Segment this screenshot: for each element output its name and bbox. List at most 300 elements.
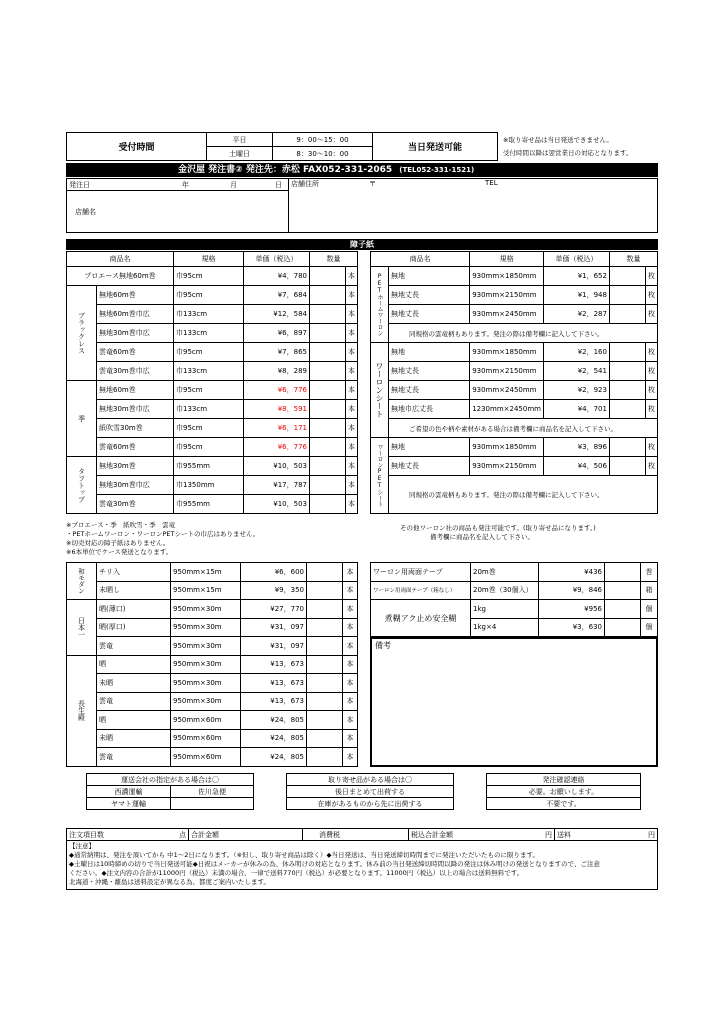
table-row bbox=[67, 438, 358, 457]
saturday-label: 土曜日 bbox=[207, 147, 273, 161]
unit-label: 本 bbox=[343, 729, 358, 748]
unit-label: 本 bbox=[343, 674, 358, 693]
unit-label: 巻 bbox=[641, 563, 658, 582]
backorder-option-instock[interactable]: 在庫があるものから先に出荷する bbox=[287, 798, 454, 810]
banner-title: 金沢屋 発注書② 発注先：赤松 FAX052-331-2065 bbox=[178, 165, 393, 175]
product-name: 無地丈長 bbox=[389, 362, 470, 381]
table-row bbox=[371, 267, 658, 286]
tel-label: TEL bbox=[485, 179, 498, 187]
order-date-label: 発注日 bbox=[69, 180, 90, 189]
row-note: 同規格の雲竜柄もあります。発注の際は備考欄に記入して下さい。 bbox=[389, 476, 658, 514]
unit-label: 枚 bbox=[645, 457, 657, 476]
product-name: 雲竜 bbox=[97, 748, 171, 767]
reception-note-2: 受付時間以降は翌営業日の対応となります。 bbox=[503, 149, 633, 157]
unit-label: 本 bbox=[346, 267, 358, 286]
unit-label: 本 bbox=[343, 618, 358, 637]
total-field[interactable] bbox=[189, 829, 303, 841]
row-note: ご希望の色や柄や素材がある場合は備考欄に商品名を記入して下さい。 bbox=[389, 419, 658, 438]
product-name: 雲竜60m巻 bbox=[97, 343, 174, 362]
unit-label: 本 bbox=[343, 748, 358, 767]
qty-input[interactable] bbox=[310, 324, 346, 343]
product-name: 雲竜30m巻巾広 bbox=[97, 362, 174, 381]
item-count-label: 注文項目数 bbox=[69, 830, 104, 839]
unit-label: 本 bbox=[343, 655, 358, 674]
qty-input[interactable] bbox=[609, 286, 645, 305]
tape-glue-table bbox=[370, 562, 658, 637]
product-price: ¥2，160 bbox=[543, 343, 609, 362]
product-spec: 1kg×4 bbox=[471, 618, 539, 637]
table-row bbox=[371, 324, 658, 343]
qty-input[interactable] bbox=[307, 674, 343, 693]
product-price: ¥10，503 bbox=[244, 495, 310, 514]
product-price: ¥31，097 bbox=[241, 618, 307, 637]
product-spec: 1kg bbox=[471, 600, 539, 619]
unit-label: 枚 bbox=[645, 305, 657, 324]
product-name: 煮糊アク止め安全糊 bbox=[371, 600, 471, 637]
table-row bbox=[371, 457, 658, 476]
day-label: 日 bbox=[275, 180, 282, 189]
weekday-label: 平日 bbox=[207, 133, 273, 147]
unit-label: 枚 bbox=[645, 400, 657, 419]
carrier-table bbox=[86, 773, 254, 810]
product-price: ¥8，289 bbox=[244, 362, 310, 381]
qty-input[interactable] bbox=[307, 692, 343, 711]
qty-input[interactable] bbox=[310, 362, 346, 381]
unit-label: 枚 bbox=[645, 381, 657, 400]
product-spec: 950mm×15m bbox=[171, 563, 241, 582]
store-address-field[interactable] bbox=[289, 179, 658, 233]
product-price: ¥13，673 bbox=[241, 692, 307, 711]
table-row bbox=[67, 600, 358, 619]
unit-label: 本 bbox=[346, 495, 358, 514]
shipping-fee-label: 送料 bbox=[557, 830, 571, 839]
unit-label: 個 bbox=[641, 600, 658, 619]
unit-label: 本 bbox=[346, 400, 358, 419]
product-spec: 950mm×15m bbox=[171, 581, 241, 600]
product-name: ワーロン用両面テープ（箱なし） bbox=[371, 581, 471, 600]
carrier-option-seino[interactable]: 西濃運輸 bbox=[87, 786, 171, 798]
grand-total-unit: 円 bbox=[545, 830, 552, 839]
qty-input[interactable] bbox=[310, 476, 346, 495]
table-row bbox=[67, 457, 358, 476]
product-spec: 930mm×1850mm bbox=[470, 438, 544, 457]
group-warlon-sheet: ワーロンシート bbox=[371, 343, 389, 438]
product-price: ¥6，776 bbox=[244, 381, 310, 400]
qty-input[interactable] bbox=[609, 438, 645, 457]
product-name: 無地30m巻巾広 bbox=[97, 324, 174, 343]
qty-input[interactable] bbox=[605, 581, 641, 600]
qty-input[interactable] bbox=[605, 618, 641, 637]
product-name: 雲竜60m巻 bbox=[97, 438, 174, 457]
table-row bbox=[371, 343, 658, 362]
product-name: 無地 bbox=[389, 343, 470, 362]
carrier-option-yamato[interactable]: ヤマト運輸 bbox=[87, 798, 171, 810]
qty-input[interactable] bbox=[307, 655, 343, 674]
carrier-option-sagawa[interactable]: 佐川急便 bbox=[171, 786, 254, 798]
product-price: ¥17，787 bbox=[244, 476, 310, 495]
qty-input[interactable] bbox=[307, 711, 343, 730]
table-row bbox=[371, 563, 658, 582]
product-price: ¥12，584 bbox=[244, 305, 310, 324]
product-price: ¥1，948 bbox=[543, 286, 609, 305]
store-name-field[interactable] bbox=[67, 191, 289, 233]
product-price: ¥6，897 bbox=[244, 324, 310, 343]
notes-line: ください。◆注文内容の合計が11000円（税込）未満の場合、一律で送料770円（税込）が必要となります。11000円（税込）以上の場合は送料無料です。 bbox=[69, 869, 524, 877]
tax-field[interactable] bbox=[303, 829, 409, 841]
product-price: ¥31，097 bbox=[241, 637, 307, 656]
confirm-title: 発注確認連絡 bbox=[487, 774, 641, 786]
grand-total-field[interactable] bbox=[409, 829, 555, 841]
table-row bbox=[67, 637, 358, 656]
qty-input[interactable] bbox=[310, 400, 346, 419]
table-row bbox=[371, 400, 658, 419]
product-spec: 930mm×2150mm bbox=[470, 457, 544, 476]
product-spec: 930mm×1850mm bbox=[470, 267, 544, 286]
product-spec: 巾95cm bbox=[174, 438, 244, 457]
item-count-field[interactable] bbox=[67, 829, 189, 841]
qty-input[interactable] bbox=[310, 457, 346, 476]
header-price: 単価（税込） bbox=[543, 252, 609, 267]
notes-line: ◆通常納期は、発注を頂いてから 中1～2日になります。（※但し、取り寄せ商品は除く）◆当日発送は、当日発送締切時間までに発注いただいたものに限ります。 bbox=[69, 851, 539, 859]
qty-input[interactable] bbox=[605, 563, 641, 582]
product-name: 未晒 bbox=[97, 674, 171, 693]
table-row bbox=[67, 711, 358, 730]
carrier-title: 運送会社の指定がある場合は〇 bbox=[87, 774, 254, 786]
right-note: 備考欄に商品名を記入して下さい。 bbox=[430, 533, 534, 541]
product-price: ¥7，684 bbox=[244, 286, 310, 305]
group-tough: タフトップ bbox=[67, 457, 97, 514]
table-row bbox=[371, 438, 658, 457]
product-price: ¥9，846 bbox=[539, 581, 605, 600]
table-row bbox=[371, 305, 658, 324]
unit-label: 枚 bbox=[645, 343, 657, 362]
notes-box bbox=[66, 840, 658, 890]
remarks-label: 備考 bbox=[375, 641, 391, 650]
unit-label: 個 bbox=[641, 618, 658, 637]
product-name: 無地30m巻巾広 bbox=[97, 476, 174, 495]
order-info-table bbox=[66, 178, 658, 233]
product-name: ワーロン用両面テープ bbox=[371, 563, 471, 582]
qty-input[interactable] bbox=[307, 637, 343, 656]
table-row bbox=[67, 476, 358, 495]
section-title: 障子紙 bbox=[66, 239, 658, 250]
product-name: 無地丈長 bbox=[389, 305, 470, 324]
product-name: 無地丈長 bbox=[389, 286, 470, 305]
qty-input[interactable] bbox=[609, 457, 645, 476]
unit-label: 本 bbox=[343, 711, 358, 730]
order-date-field[interactable] bbox=[67, 179, 289, 191]
confirm-option-not-needed[interactable]: 不要です。 bbox=[487, 798, 641, 810]
product-price: ¥2，541 bbox=[543, 362, 609, 381]
product-spec: 950mm×30m bbox=[171, 674, 241, 693]
product-name: 雲竜 bbox=[97, 637, 171, 656]
table-row bbox=[67, 729, 358, 748]
product-spec: 930mm×2150mm bbox=[470, 286, 544, 305]
qty-input[interactable] bbox=[310, 305, 346, 324]
table-row bbox=[67, 581, 358, 600]
qty-input[interactable] bbox=[307, 729, 343, 748]
table-row bbox=[67, 692, 358, 711]
product-price: ¥6，776 bbox=[244, 438, 310, 457]
qty-input[interactable] bbox=[609, 362, 645, 381]
product-spec: 20m巻（30個入） bbox=[471, 581, 539, 600]
product-price: ¥4，701 bbox=[543, 400, 609, 419]
qty-input[interactable] bbox=[609, 267, 645, 286]
store-address-label: 店舗住所 bbox=[291, 180, 319, 188]
qty-input[interactable] bbox=[307, 581, 343, 600]
notes-title: 【注意】 bbox=[69, 842, 95, 850]
unit-label: 枚 bbox=[645, 286, 657, 305]
unit-label: 本 bbox=[346, 305, 358, 324]
product-price: ¥24，805 bbox=[241, 748, 307, 767]
product-spec: 1230mm×2450mm bbox=[470, 400, 544, 419]
qty-input[interactable] bbox=[307, 748, 343, 767]
weekday-hours: 9：00～15：00 bbox=[273, 133, 373, 147]
backorder-table bbox=[286, 773, 454, 810]
qty-input[interactable] bbox=[307, 563, 343, 582]
table-row bbox=[67, 748, 358, 767]
carrier-option-empty bbox=[171, 798, 254, 810]
product-name: 晒(薄口) bbox=[97, 600, 171, 619]
qty-input[interactable] bbox=[307, 618, 343, 637]
month-label: 月 bbox=[230, 180, 237, 189]
unit-label: 本 bbox=[346, 457, 358, 476]
product-price: ¥8，591 bbox=[244, 400, 310, 419]
product-name: 無地30m巻巾広 bbox=[97, 400, 174, 419]
unit-label: 本 bbox=[343, 600, 358, 619]
qty-input[interactable] bbox=[310, 438, 346, 457]
unit-label: 本 bbox=[346, 286, 358, 305]
table-row bbox=[371, 581, 658, 600]
backorder-option-later[interactable]: 後日まとめて出荷する bbox=[287, 786, 454, 798]
table-row bbox=[67, 267, 358, 286]
shoji-left-table bbox=[66, 251, 358, 514]
product-spec: 巾133cm bbox=[174, 362, 244, 381]
product-price: ¥27，770 bbox=[241, 600, 307, 619]
product-spec: 巾955mm bbox=[174, 457, 244, 476]
store-name-label: 店舗名 bbox=[75, 207, 96, 216]
unit-label: 本 bbox=[343, 637, 358, 656]
product-price: ¥13，673 bbox=[241, 674, 307, 693]
group-nihon: 日本一 bbox=[67, 600, 97, 656]
table-row bbox=[67, 400, 358, 419]
unit-label: 本 bbox=[346, 362, 358, 381]
unit-label: 箱 bbox=[641, 581, 658, 600]
product-price: ¥436 bbox=[539, 563, 605, 582]
product-name: プロエース無地60m巻 bbox=[67, 267, 174, 286]
saturday-hours: 8：30～10：00 bbox=[273, 147, 373, 161]
same-day-label: 当日発送可能 bbox=[373, 133, 498, 161]
product-spec: 950mm×30m bbox=[171, 637, 241, 656]
unit-label: 本 bbox=[346, 343, 358, 362]
shipping-fee-unit: 円 bbox=[648, 830, 655, 839]
table-row bbox=[371, 381, 658, 400]
header-name: 商品名 bbox=[67, 252, 174, 267]
product-name: 晒 bbox=[97, 711, 171, 730]
product-name: 晒(厚口) bbox=[97, 618, 171, 637]
unit-label: 本 bbox=[346, 419, 358, 438]
product-name: 無地丈長 bbox=[389, 381, 470, 400]
unit-label: 本 bbox=[346, 381, 358, 400]
confirm-table bbox=[486, 773, 641, 810]
qty-input[interactable] bbox=[605, 600, 641, 619]
product-spec: 930mm×2450mm bbox=[470, 305, 544, 324]
table-row bbox=[67, 381, 358, 400]
product-spec: 巾95cm bbox=[174, 267, 244, 286]
product-spec: 950mm×30m bbox=[171, 655, 241, 674]
table-row bbox=[67, 674, 358, 693]
product-spec: 950mm×30m bbox=[171, 600, 241, 619]
product-name: 未晒 bbox=[97, 729, 171, 748]
product-price: ¥6，171 bbox=[244, 419, 310, 438]
shoji-right-table bbox=[370, 251, 658, 514]
header-spec: 規格 bbox=[470, 252, 544, 267]
product-spec: 巾95cm bbox=[174, 343, 244, 362]
unit-label: 枚 bbox=[645, 362, 657, 381]
table-row bbox=[67, 419, 358, 438]
table-row bbox=[67, 495, 358, 514]
unit-label: 本 bbox=[346, 324, 358, 343]
product-spec: 930mm×1850mm bbox=[470, 343, 544, 362]
header-qty: 数量 bbox=[310, 252, 358, 267]
qty-input[interactable] bbox=[310, 343, 346, 362]
product-name: 雲竜30m巻 bbox=[97, 495, 174, 514]
reception-note-1: ※取り寄せ品は当日発送できません。 bbox=[503, 136, 613, 144]
table-row bbox=[67, 343, 358, 362]
table-row bbox=[67, 618, 358, 637]
shipping-fee-field[interactable] bbox=[555, 829, 658, 841]
row-note: 同規格の雲竜柄もあります。発注の際は備考欄に記入して下さい。 bbox=[389, 324, 658, 343]
grand-total-label: 税込合計金額 bbox=[411, 830, 453, 839]
notes-line: ◆土曜日は10時締めの切りで当日発送可能◆日祝はメーカーが休みの為、休み明けの対応となります。休み前の当日発送締切時間以降の発注は休み明けの発送となりますので、ご注意 bbox=[69, 860, 600, 868]
product-spec: 930mm×2450mm bbox=[470, 381, 544, 400]
product-name: チリ入 bbox=[97, 563, 171, 582]
qty-input[interactable] bbox=[609, 381, 645, 400]
remarks-box[interactable] bbox=[370, 637, 658, 767]
product-name: 未晒し bbox=[97, 581, 171, 600]
unit-label: 本 bbox=[343, 692, 358, 711]
qty-input[interactable] bbox=[310, 419, 346, 438]
product-name: 晒 bbox=[97, 655, 171, 674]
product-name: 無地60m巻 bbox=[97, 381, 174, 400]
product-spec: 20m巻 bbox=[471, 563, 539, 582]
product-name: 無地 bbox=[389, 438, 470, 457]
product-spec: 950mm×60m bbox=[171, 748, 241, 767]
table-row bbox=[371, 600, 658, 619]
product-price: ¥4，780 bbox=[244, 267, 310, 286]
table-row bbox=[371, 476, 658, 514]
table-row bbox=[67, 362, 358, 381]
product-name: 無地30m巻 bbox=[97, 457, 174, 476]
reception-label: 受付時間 bbox=[67, 133, 207, 161]
postal-mark: 〒 bbox=[369, 180, 376, 188]
confirm-option-needed[interactable]: 必要。お願いします。 bbox=[487, 786, 641, 798]
qty-input[interactable] bbox=[609, 343, 645, 362]
notes-line: 北海道・沖縄・離島は送料設定が異なる為、都度ご案内いたします。 bbox=[69, 878, 270, 886]
product-spec: 巾95cm bbox=[174, 419, 244, 438]
product-price: ¥1，652 bbox=[543, 267, 609, 286]
product-name: 無地60m巻巾広 bbox=[97, 305, 174, 324]
product-spec: 950mm×30m bbox=[171, 692, 241, 711]
table-row bbox=[67, 324, 358, 343]
product-spec: 930mm×2150mm bbox=[470, 362, 544, 381]
header-price: 単価（税込） bbox=[244, 252, 310, 267]
left-note: ※6本単位でケース発送となります。 bbox=[66, 548, 173, 556]
right-note: その他ワーロン社の商品も発注可能です。(取り寄せ品になります。) bbox=[400, 524, 596, 532]
roll-paper-table bbox=[66, 562, 358, 767]
product-price: ¥24，805 bbox=[241, 711, 307, 730]
product-price: ¥2，923 bbox=[543, 381, 609, 400]
left-note: ・PETホームワーロン・ワーロンPETシートの巾広はありません。 bbox=[66, 530, 260, 538]
qty-input[interactable] bbox=[310, 495, 346, 514]
product-spec: 950mm×60m bbox=[171, 711, 241, 730]
product-spec: 巾955mm bbox=[174, 495, 244, 514]
qty-input[interactable] bbox=[310, 267, 346, 286]
product-price: ¥3，630 bbox=[539, 618, 605, 637]
table-row bbox=[67, 655, 358, 674]
order-banner bbox=[66, 163, 658, 177]
product-price: ¥3，896 bbox=[543, 438, 609, 457]
unit-label: 枚 bbox=[645, 438, 657, 457]
unit-label: 枚 bbox=[645, 267, 657, 286]
product-price: ¥7，865 bbox=[244, 343, 310, 362]
product-spec: 巾133cm bbox=[174, 305, 244, 324]
qty-input[interactable] bbox=[310, 381, 346, 400]
product-name: 紙吹雪30m巻 bbox=[97, 419, 174, 438]
unit-label: 本 bbox=[343, 563, 358, 582]
qty-input[interactable] bbox=[307, 600, 343, 619]
qty-input[interactable] bbox=[609, 305, 645, 324]
qty-input[interactable] bbox=[609, 400, 645, 419]
header-name: 商品名 bbox=[371, 252, 470, 267]
group-warlon-pet: ワーロンPETシート bbox=[371, 438, 389, 514]
left-note: ※切売対応の障子紙はありません。 bbox=[66, 539, 170, 547]
group-blackless: ブラックレス bbox=[67, 286, 97, 381]
header-spec: 規格 bbox=[174, 252, 244, 267]
unit-label: 本 bbox=[343, 581, 358, 600]
product-spec: 巾1350mm bbox=[174, 476, 244, 495]
total-label: 合計金額 bbox=[191, 830, 219, 839]
product-price: ¥13，673 bbox=[241, 655, 307, 674]
qty-input[interactable] bbox=[310, 286, 346, 305]
product-name: 無地60m巻 bbox=[97, 286, 174, 305]
product-spec: 巾133cm bbox=[174, 324, 244, 343]
product-name: 雲竜 bbox=[97, 692, 171, 711]
unit-label: 本 bbox=[346, 476, 358, 495]
product-price: ¥956 bbox=[539, 600, 605, 619]
table-row bbox=[67, 563, 358, 582]
table-row bbox=[371, 286, 658, 305]
product-price: ¥6，600 bbox=[241, 563, 307, 582]
banner-tel: (TEL052-331-1521) bbox=[399, 166, 475, 174]
product-name: 無地丈長 bbox=[389, 457, 470, 476]
group-modern: 和モダン bbox=[67, 563, 97, 600]
product-price: ¥10，503 bbox=[244, 457, 310, 476]
product-spec: 巾95cm bbox=[174, 381, 244, 400]
product-spec: 950mm×30m bbox=[171, 618, 241, 637]
unit-label: 本 bbox=[346, 438, 358, 457]
group-pet-home: PETホームワーロン bbox=[371, 267, 389, 343]
product-spec: 巾95cm bbox=[174, 286, 244, 305]
year-label: 年 bbox=[182, 180, 189, 189]
table-row bbox=[371, 362, 658, 381]
product-name: 無地巾広丈長 bbox=[389, 400, 470, 419]
product-price: ¥24，805 bbox=[241, 729, 307, 748]
product-spec: 950mm×60m bbox=[171, 729, 241, 748]
product-price: ¥9，350 bbox=[241, 581, 307, 600]
product-name: 無地 bbox=[389, 267, 470, 286]
tax-label: 消費税 bbox=[319, 830, 340, 839]
